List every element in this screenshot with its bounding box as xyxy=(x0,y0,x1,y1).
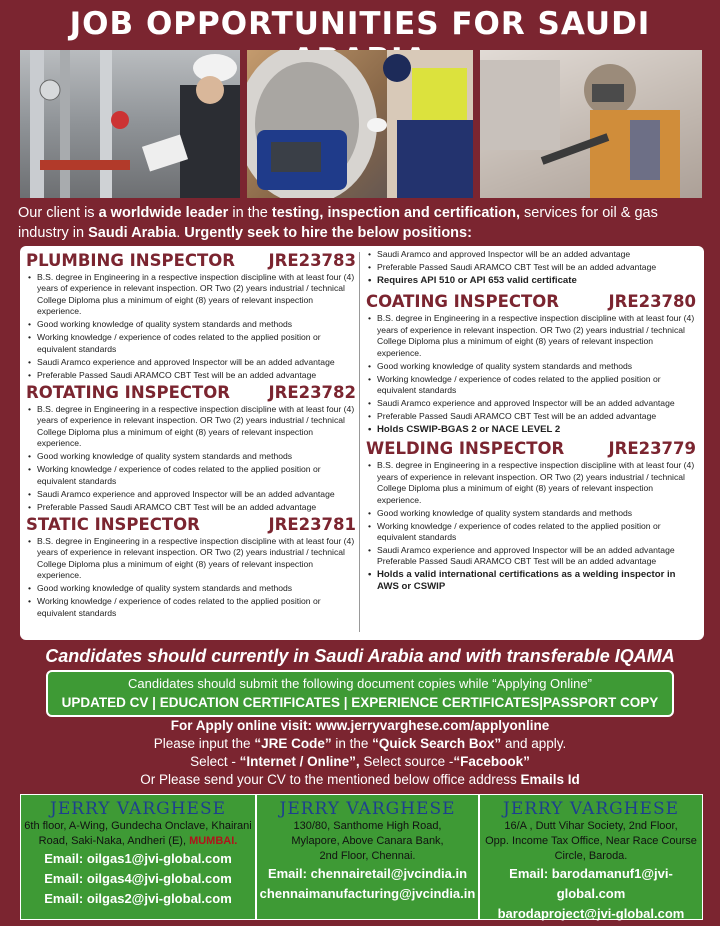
requirement-item: • Good working knowledge of quality system standards and methods xyxy=(26,583,356,594)
job-code: JRE23779 xyxy=(608,439,696,459)
job-title: PLUMBING INSPECTOR xyxy=(26,251,235,270)
brand-logo: JERRY VARGHESE xyxy=(50,799,226,819)
documents-list: UPDATED CV | EDUCATION CERTIFICATES | EXPERIENCE CERTIFICATES|PASSPORT COPY xyxy=(61,695,659,710)
requirement-item: • Saudi Aramco and approved Inspector will be an added advantage xyxy=(366,249,696,260)
office-email[interactable]: Email: oilgas1@jvi-global.com xyxy=(44,851,232,866)
brand-logo: JERRY VARGHESE xyxy=(503,799,679,819)
requirement-item: • Saudi Aramco experience and approved Inspector will be an added advantage xyxy=(366,398,696,409)
job-requirements-coating xyxy=(366,313,696,435)
requirement-item: • Preferable Passed Saudi ARAMCO CBT Test will be an added advantage xyxy=(366,411,696,422)
office-address: Mylapore, Above Canara Bank, xyxy=(291,835,444,847)
office-email[interactable]: barodaproject@jvi-global.com xyxy=(497,906,685,921)
job-title: STATIC INSPECTOR xyxy=(26,515,200,535)
job-requirements-static xyxy=(26,536,356,619)
office-email[interactable]: Email: oilgas4@jvi-global.com xyxy=(44,871,232,886)
requirement-item: • Working knowledge / experience of codes related to the applied position or equivalent standards xyxy=(366,374,696,397)
job-requirements-static-continued xyxy=(366,249,696,286)
photo-strip xyxy=(20,50,702,198)
job-title: WELDING INSPECTOR xyxy=(366,439,565,459)
apply-instructions xyxy=(0,717,720,789)
inspector-photo-blasting xyxy=(480,50,702,198)
office-address: 6th floor, A-Wing, Gundecha Onclave, Khairani xyxy=(24,820,252,832)
requirement-item: • Saudi Aramco experience and approved Inspector will be an added advantage Preferable Passed Saudi ARAMCO CBT Test will be an added advantage xyxy=(366,545,696,568)
requirement-item-bold: • Requires API 510 or API 653 valid certificate xyxy=(366,275,696,286)
intro-text: Our client is a worldwide leader in the testing, inspection and certification, services for oil & gas industry in Saudi Arabia. Urgently seek to hire the below positions: xyxy=(18,205,658,241)
brand-logo: JERRY VARGHESE xyxy=(279,799,456,819)
inspector-photo-plumbing xyxy=(20,50,240,198)
requirement-item: • Working knowledge / experience of codes related to the applied position or equivalent standards xyxy=(366,521,696,544)
requirement-item: • Preferable Passed Saudi ARAMCO CBT Test will be an added advantage xyxy=(26,370,356,381)
poster-title: JOB OPPORTUNITIES FOR SAUDI xyxy=(69,6,651,42)
office-address: Opp. Income Tax Office, Near Race Course xyxy=(485,835,697,847)
apply-online-line: For Apply online visit: www.jerryvarghese.com/applyonline xyxy=(170,718,550,733)
job-requirements-welding xyxy=(366,460,696,592)
office-address: Circle, Baroda. xyxy=(554,850,628,862)
job-header-coating xyxy=(366,292,696,312)
requirement-item: • Working knowledge / experience of codes related to the applied position or equivalent standards xyxy=(26,464,356,487)
job-header-static xyxy=(26,515,356,535)
requirement-item: • Working knowledge / experience of codes related to the applied position or equivalent standards xyxy=(26,332,356,355)
left-column xyxy=(26,249,356,621)
office-email[interactable]: chennaimanufacturing@jvcindia.in xyxy=(259,886,476,901)
job-header-plumbing xyxy=(26,251,356,271)
requirement-item: • Working knowledge / experience of codes related to the applied position or equivalent standards xyxy=(26,596,356,619)
job-title: ROTATING INSPECTOR xyxy=(26,383,230,403)
job-code: JRE23780 xyxy=(608,292,696,312)
documents-intro: Candidates should submit the following document copies while “Applying Online” xyxy=(128,676,592,691)
requirement-item: • Good working knowledge of quality system standards and methods xyxy=(26,451,356,462)
candidates-note: Candidates should currently in Saudi Arabia and with transferable IQAMA xyxy=(45,646,675,666)
source-line: Select - “Internet / Online”, Select source -“Facebook” xyxy=(190,754,530,769)
office-email[interactable]: Email: chennairetail@jvcindia.in xyxy=(267,866,468,881)
job-title: COATING INSPECTOR xyxy=(366,292,559,312)
job-code: JRE23783 xyxy=(268,251,356,270)
job-code: JRE23781 xyxy=(268,515,356,535)
office-email[interactable]: Email: barodamanuf1@jvi-global.com xyxy=(509,866,673,901)
requirement-item-bold: • Holds a valid international certifications as a welding inspector in AWS or CSWIP xyxy=(366,569,696,592)
requirement-item: • Good working knowledge of quality system standards and methods xyxy=(366,508,696,519)
job-header-rotating xyxy=(26,383,356,403)
job-requirements-plumbing xyxy=(26,272,356,381)
office-addresses xyxy=(20,794,702,920)
job-header-welding xyxy=(366,439,696,459)
email-line: Or Please send your CV to the mentioned below office address Emails Id xyxy=(140,772,580,787)
job-code: JRE23782 xyxy=(268,383,356,403)
requirement-item: • Preferable Passed Saudi ARAMCO CBT Test will be an added advantage xyxy=(26,502,356,513)
office-baroda xyxy=(479,794,703,920)
requirement-item: • Saudi Aramco experience and approved Inspector will be an added advantage xyxy=(26,489,356,500)
requirement-item-bold: • Holds CSWIP-BGAS 2 or NACE LEVEL 2 xyxy=(366,424,696,435)
office-address: Road, Saki-Naka, Andheri (E), MUMBAI. xyxy=(38,835,238,847)
column-divider xyxy=(359,252,360,632)
job-requirements-rotating xyxy=(26,404,356,513)
office-mumbai xyxy=(20,794,256,920)
requirement-item: • Good working knowledge of quality system standards and methods xyxy=(366,361,696,372)
office-chennai xyxy=(256,794,479,920)
requirement-item: • B.S. degree in Engineering in a respective inspection discipline with at least four (4) years of experience in relevant inspection. OR Two (2) years industrial / technical College Diploma plus a minimum of eight (8) years of relevant inspection experience. xyxy=(366,460,696,506)
requirement-item: • Saudi Aramco experience and approved Inspector will be an added advantage xyxy=(26,357,356,368)
requirement-item: • Preferable Passed Saudi ARAMCO CBT Test will be an added advantage xyxy=(366,262,696,273)
right-column xyxy=(366,249,696,594)
office-address: 2nd Floor, Chennai. xyxy=(319,850,416,862)
requirement-item: • B.S. degree in Engineering in a respective inspection discipline with at least four (4) years of experience in relevant inspection. OR Two (2) years industrial / technical College Diploma plus a minimum of eight (8) years of relevant inspection experience. xyxy=(366,313,696,359)
documents-box xyxy=(46,670,674,717)
office-email[interactable]: Email: oilgas2@jvi-global.com xyxy=(44,891,232,906)
requirement-item: • B.S. degree in Engineering in a respective inspection discipline with at least four (4) years of experience in relevant inspection. OR Two (2) years industrial / technical College Diploma plus a minimum of eight (8) years of relevant inspection experience. xyxy=(26,536,356,582)
office-address: 16/A , Dutt Vihar Society, 2nd Floor, xyxy=(504,820,678,832)
office-address: 130/80, Santhome High Road, xyxy=(293,820,442,832)
requirement-item: • Good working knowledge of quality system standards and methods xyxy=(26,319,356,330)
requirement-item: • B.S. degree in Engineering in a respective inspection discipline with at least four (4) years of experience in relevant inspection. OR Two (2) years industrial / technical College Diploma plus a minimum of eight (8) years of relevant inspection experience. xyxy=(26,272,356,318)
jre-code-line: Please input the “JRE Code” in the “Quick Search Box” and apply. xyxy=(153,736,567,751)
inspector-photo-pipe xyxy=(247,50,473,198)
requirement-item: • B.S. degree in Engineering in a respective inspection discipline with at least four (4) years of experience in relevant inspection. OR Two (2) years industrial / technical College Diploma plus a minimum of eight (8) years of relevant inspection experience. xyxy=(26,404,356,450)
